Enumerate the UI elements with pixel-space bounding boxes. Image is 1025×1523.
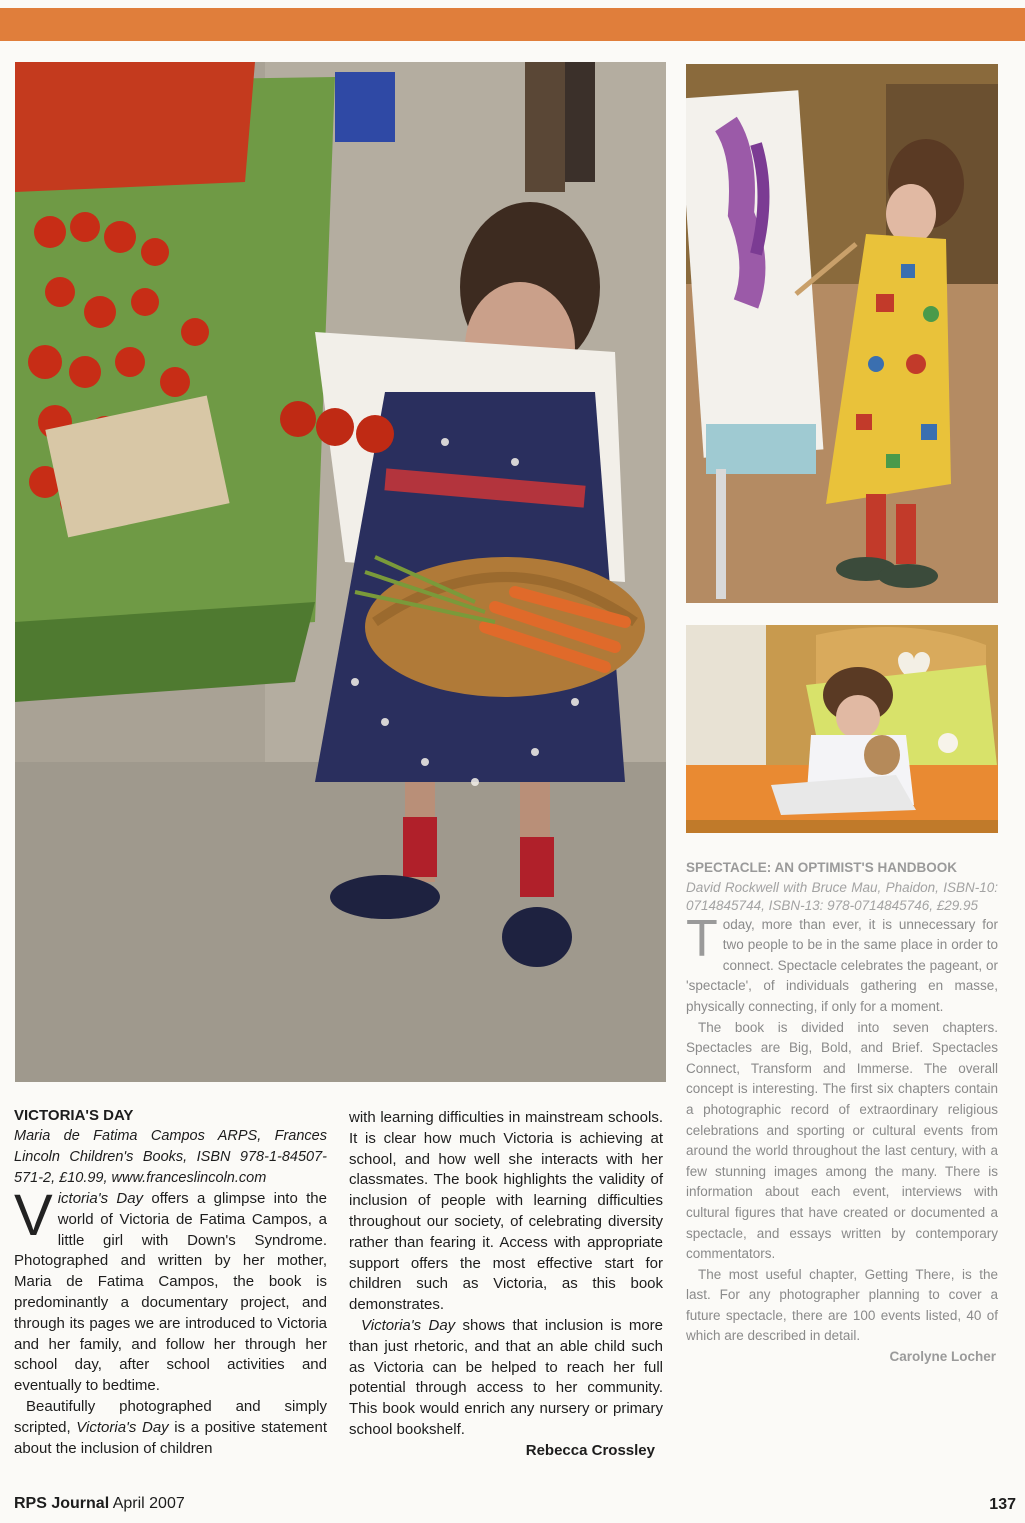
paragraph-text: shows that inclusion is more than just rhetoric, and that an able child such as Victoria can be helped to reach her full potential through access to her community. This book would enrich any nursery or primary school bookshelf. (349, 1316, 664, 1438)
review-paragraph: with learning difficulties in mainstream schools. It is clear how much Victoria is achieving at school, and how well she interacts with her classmates. The book highlights the validity of inclusion of people with learning difficulties throughout our society, of celebrating diversity rather than fearing it. Access with appropriate support offers the most effective start for children such as Victoria, as this book demonstrates. (349, 1109, 663, 1314)
review-paragraph: The most useful chapter, Getting There, is the last. For any photographer planning to cover a future spectacle, there are 100 events listed, 40 of which are described in detail. (686, 1266, 998, 1344)
easel-painting-photo (686, 64, 998, 603)
paragraph-text-col1-tail: is a positive statement about the inclusion of children (14, 1418, 327, 1457)
review-victorias-day-col1 (14, 1106, 327, 1459)
book-title-italic: Victoria's Day (76, 1418, 169, 1436)
review-victorias-day-col2 (349, 1108, 663, 1462)
paragraph-text: oday, more than ever, it is unnecessary for two people to be in the same place in order to connect. Spectacle celebrates the pageant, or 'spectacle', of individuals gathering en masse, physically connecting, if only for a moment. (686, 916, 998, 1014)
review-byline: Rebecca Crossley (525, 1441, 655, 1459)
top-accent-bar (0, 8, 1025, 41)
review-title: VICTORIA'S DAY (14, 1107, 134, 1124)
journal-footer (14, 1495, 185, 1513)
review-meta: Maria de Fatima Campos ARPS, Frances Lincoln Children's Books, ISBN 978-1-84507-571-2, £10.99, www.franceslincoln.com (14, 1128, 327, 1186)
review-byline: Carolyne Locher (889, 1349, 996, 1365)
review-paragraph (14, 1397, 327, 1459)
journal-issue: April 2007 (112, 1495, 185, 1512)
market-girl-photo (15, 62, 666, 1082)
review-title: SPECTACLE: AN OPTIMIST'S HANDBOOK (686, 860, 957, 875)
review-paragraph (686, 909, 998, 1018)
review-paragraph: The book is divided into seven chapters. Spectacles are Big, Bold, and Brief. Spectacles Connect, Transform and Immerse. The overall concept is interesting. The first six chapters contain a photographic record of extraordinary religious celebrations and sporting or cultural events from around the world throughout the last century, with a few stunning images among the many. There is information about each event, interviews with cultural figures that have created or documented a spectacle, and essays written by contemporary commentators. (686, 1019, 998, 1262)
paragraph-text: offers a glimpse into the world of Victoria de Fatima Campos, a little girl with Down's Syndrome. Photographed and written by her mother, Maria de Fatima Campos, the book is predominantly a documentary project, and through its pages we are introduced to Victoria and her family, and follow her through her school day, after school activities and eventually to bedtime. (14, 1190, 327, 1395)
page-number: 137 (989, 1496, 1016, 1513)
paragraph-text: Beautifully photographed and simply scripted, (14, 1397, 327, 1436)
book-title-italic: Victoria's Day (361, 1316, 456, 1334)
bedtime-reading-photo (686, 625, 998, 833)
review-meta: David Rockwell with Bruce Mau, Phaidon, ISBN-10: 0714845744, ISBN-13: 978-0714845746, £29.95 (686, 879, 998, 913)
drop-cap: T (686, 909, 718, 968)
book-title-italic: ictoria's Day (57, 1190, 144, 1207)
review-paragraph (14, 1183, 327, 1397)
journal-name: RPS Journal (14, 1495, 110, 1512)
review-spectacle-col (686, 858, 998, 1368)
drop-cap: V (14, 1183, 53, 1248)
review-paragraph (349, 1316, 663, 1441)
